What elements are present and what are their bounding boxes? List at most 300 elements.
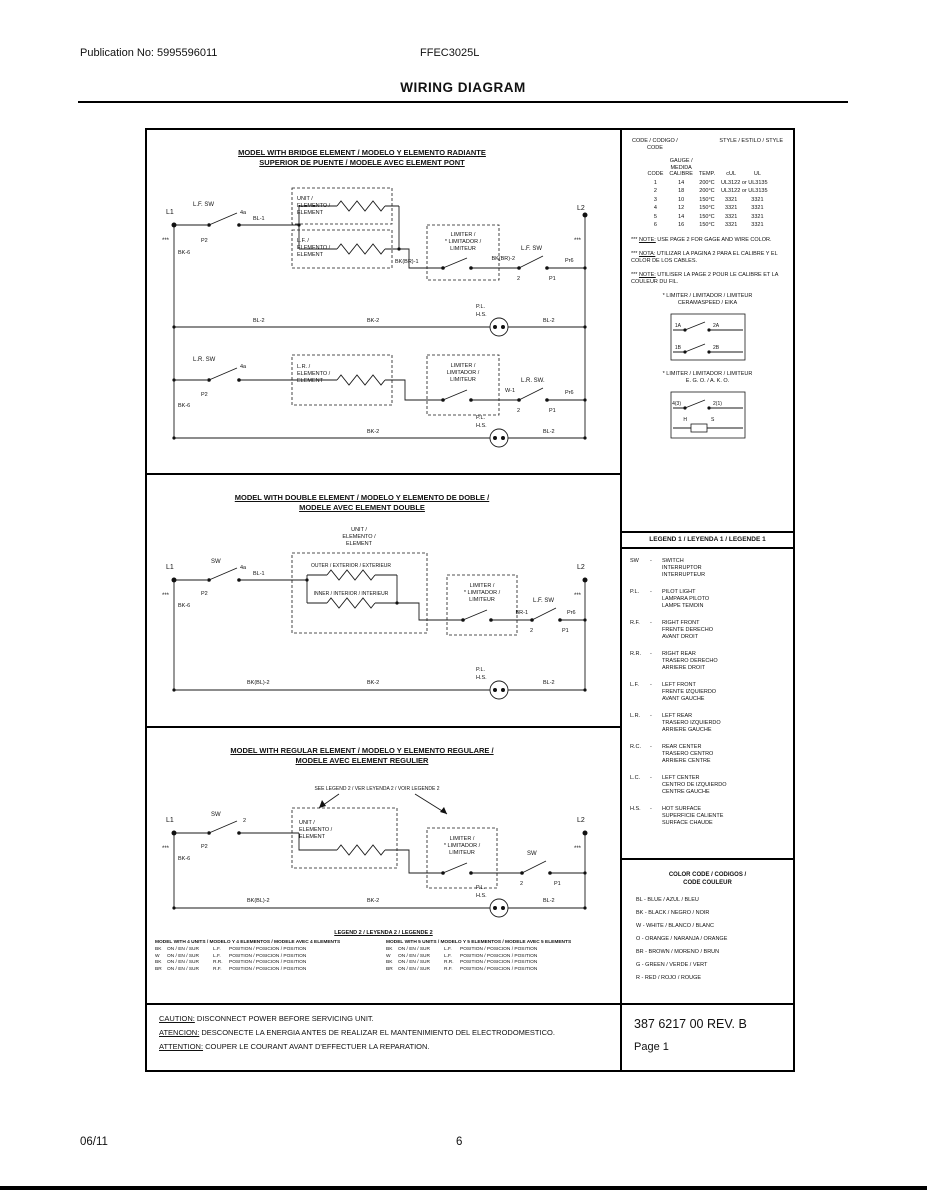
diagram-label: *** [162,593,170,599]
diagram-label: *** [162,846,170,852]
note-lead: NOTE: [638,271,656,278]
diagram-label: SW [211,812,221,818]
wire-table-cell: 3321 [725,222,738,228]
wires [174,568,585,690]
wire-table-cell: UL3122 or UL3135 [721,188,768,194]
limiter-outline [671,392,745,438]
wire-table-cell: 3321 [725,196,738,203]
diagram-label: ELEMENT [297,252,323,258]
diagram-label: L.F. SW [533,598,555,604]
limiter-wires [673,400,743,428]
diagram-label: UNIT / [351,527,367,533]
notes-list [622,230,793,286]
legend2-cell: BK [386,960,393,965]
diagram-label: ELEMENT [297,210,323,216]
legend1-abbr: R.F. [630,620,640,626]
legend2-cell: BR [386,966,393,972]
diagram-label: P2 [201,238,208,244]
diagram-label: ELEMENTO / [299,827,333,833]
legend1-line: HOT SURFACE [662,806,702,812]
panel-double-element [147,475,620,728]
wire-table-cell: 200°C [699,179,715,186]
diagram-label: BK-6 [178,856,191,862]
wire-table-cell: 18 [678,188,685,194]
diagram-label: LIMITADOR / [446,370,480,376]
legend2-block [147,930,620,973]
legend1-line: ARRIERE CENTRE [662,758,711,764]
legend1-lines [662,682,716,703]
diagram-label: BK-2 [367,429,380,435]
legend2-cell: BR [155,966,162,972]
diagram-label: H.S. [476,312,487,318]
note [631,272,784,286]
pilot-light-dots [493,688,505,692]
legend1-lines [662,806,723,827]
color-code-title: CODE COULEUR [683,880,732,886]
diagram-label: P1 [562,628,569,634]
caution-text: DISCONNECT POWER BEFORE SERVICING UNIT. [194,1014,374,1023]
legend2-cell: L.F. [213,953,221,959]
diagram-label: Pr6 [565,258,574,264]
part-number: 387 6217 00 REV. B [634,1017,747,1031]
panel-regular-element [147,728,620,1005]
legend1-line: INTERRUPTOR [662,565,702,571]
legend1-line: LEFT CENTER [662,775,700,781]
diagram-label: 2(1) [712,400,722,407]
diagram-label: LIMITER / [450,232,476,238]
wire-table-cell: 2 [653,188,657,194]
legend2-cell: L.F. [444,947,452,952]
wire-table-cell: 3321 [751,222,764,228]
title-rule [78,101,848,103]
wire-table-row [644,213,770,222]
color-code-item: R - RED / ROJO / ROUGE [636,975,702,981]
diagram-label: L.F. SW [521,246,543,252]
legend1-line: SWITCH [662,558,684,564]
legend2-cell: R.F. [213,966,222,972]
diagram-label: BL-1 [253,571,265,577]
diagram-label: BK-6 [178,250,191,256]
legend1-line: SUPERFICIE CALIENTE [662,813,724,819]
diagram-label: INNER / INTERIOR / INTERIEUR [313,591,389,597]
legend2-cell: POSITION / POSICION / POSITION [229,960,307,965]
legend1-line: RIGHT REAR [662,651,696,657]
diagram-label: *** [574,846,582,852]
wire-table-cell: 5 [653,213,657,220]
wire-table-row [644,221,770,230]
diagram-label: LIMITER / [469,583,495,589]
diagram-label: 1B [674,344,681,351]
legend1-dash: - [650,651,652,657]
note-text: UTILIZAR LA PAGINA 2 PARA EL CALIBRE Y EL COLOR DE LOS CABLES. [631,250,778,264]
legend2-cell: ON / EN / SUR [398,966,430,972]
limiter-title: * LIMITER / LIMITADOR / LIMITEUR [662,292,753,299]
diagram-label: P2 [201,844,208,850]
wire-table-cell: 200°C [699,188,715,194]
legend1-line: PILOT LIGHT [662,589,696,595]
legend1-line: ARRIERE DROIT [662,665,706,671]
legend1-line: AVANT GAUCHE [662,696,705,702]
diagram-label: BK-6 [178,603,191,609]
limiter-ego-diagram [653,388,763,442]
legend2-right-header: MODEL WITH 5 UNITS / MODELO Y 5 ELEMENTOS / MODELE AVEC 5 ELEMENTS [386,940,572,945]
diagram-label: L.F. / [297,238,309,244]
wire-table-cell: 150°C [699,213,715,220]
caution-lead: CAUTION: [159,1014,195,1023]
wire-table-header: TEMP. [698,171,716,177]
legend1-dash: - [650,682,652,688]
diagram-label: ELEMENTO / [297,245,331,251]
wire-labels [162,527,585,686]
wire-table-row [644,187,770,196]
legend1-dash: - [650,589,652,595]
legend2-cell: POSITION / POSICION / POSITION [460,953,538,959]
legend2-cell: POSITION / POSICION / POSITION [460,960,538,965]
diagram-label: BK(BR)-1 [395,259,419,265]
diagram-label: UNIT / [297,196,313,202]
wire-table-cell: 14 [678,179,685,186]
wire-table-header: cUL [726,171,737,177]
legend1-abbr: R.C. [630,744,641,750]
limiter-dots [683,328,710,353]
legend1-line: LEFT REAR [662,713,693,719]
diagram-label: BL-2 [543,429,555,435]
legend1-lines [662,589,709,610]
diagram-label: L.R. SW. [521,378,545,384]
diagram-label: 4a [240,364,247,370]
legend2-cell: L.F. [444,953,452,959]
sidebar [620,130,793,1070]
footer-date: 06/11 [80,1136,108,1148]
panel-regular-title [167,746,557,766]
diagram-label: BL-2 [543,318,555,324]
limiter-heater [691,424,707,432]
diagram-label: Pr6 [567,610,576,616]
wire-table-header: CODE [647,171,664,177]
diagram-label: BL-1 [253,216,265,222]
pilot-light-symbols [490,681,508,699]
legend1-line: TRASERO IZQUIERDO [662,720,721,726]
wire-table-cell: 3321 [725,213,738,220]
panel-bridge-title [167,148,557,168]
legend2-cell: ON / EN / SUR [167,966,199,972]
legend1-item [630,589,785,610]
note-lead: NOTE: [638,236,656,243]
legend1-item [630,775,785,796]
pilot-light-symbols [490,318,508,447]
diagram-label: BK-6 [178,403,191,409]
legend1-line: AVANT DROIT [662,634,699,640]
diagram-label: S [710,416,714,423]
wire-table-cell: 150°C [699,196,715,203]
diagram-label: BK-2 [367,318,380,324]
limiter-wires [673,322,743,352]
diagram-label: *** [162,238,170,244]
note [631,237,784,244]
color-code-item: G - GREEN / VERDE / VERT [636,962,708,968]
diagram-label: OUTER / EXTERIOR / EXTERIEUR [310,563,392,569]
legend1-line: CENTRE GAUCHE [662,789,710,795]
diagram-label: LIMITEUR [450,377,476,383]
diagram-label: P.L. [476,885,486,891]
color-code-section [622,860,793,1005]
legend1-line: RIGHT FRONT [662,620,700,626]
diagram-label: P.L. [476,415,486,421]
diagram-label: P2 [201,591,208,597]
legend1-dash: - [650,806,652,812]
color-code-item: W - WHITE / BLANCO / BLANC [636,923,714,929]
diagram-label: P1 [549,276,556,282]
style-header: STYLE / ESTILO / STYLE [719,138,783,144]
color-code-item: BK - BLACK / NEGRO / NOIR [636,910,710,916]
legend2-cell: W [386,953,391,959]
bridge-circuit-diagram [147,130,620,475]
legend2-row [386,967,612,974]
legend1-line: CENTRO DE IZQUIERDO [662,782,727,788]
diagram-label: SW [527,851,537,857]
diagram-label: 2B [712,344,719,351]
panel-title-line: MODEL WITH REGULAR ELEMENT / MODELO Y ELEMENTO REGULARE / [230,746,494,755]
legend1-abbr: L.F. [630,682,639,688]
wire-table-cell: 150°C [699,205,715,211]
diagram-label: LIMITEUR [469,597,495,603]
note-text: UTILISER LA PAGE 2 POUR LE CALIBRE ET LA COULEUR DU FIL. [631,271,779,285]
legend1-item [630,651,785,672]
page-label: Page 1 [634,1041,669,1053]
legend1-item [630,806,785,827]
legend2-right-rows [386,947,612,973]
wire-table-row [644,179,770,188]
diagram-label: BL-2 [253,318,265,324]
legend2-row [155,967,381,974]
diagram-label: LIMITEUR [450,246,476,252]
legend2-cell: R.R. [213,960,223,965]
panel-title-line: SUPERIOR DE PUENTE / MODELE AVEC ELEMENT PONT [259,158,465,167]
caution-lead: ATENCION: [159,1028,200,1037]
wire-table-cell: 150°C [699,222,715,228]
code-header [632,138,678,152]
page-title: WIRING DIAGRAM [400,80,526,95]
diagram-label: BL-2 [543,898,555,904]
diagram-frame [145,128,795,1072]
code-style-header [622,130,793,155]
diagram-label: H.S. [476,423,487,429]
wire-table-cell: 3321 [751,213,764,220]
legend2-cell: POSITION / POSICION / POSITION [460,947,538,952]
legend1-list [622,549,793,860]
legend2-cell: POSITION / POSICION / POSITION [229,953,307,959]
diagram-label: 4a [240,565,247,571]
diagram-label: 2 [530,628,534,634]
legend1-item [630,713,785,734]
legend2-cell: ON / EN / SUR [167,960,199,965]
legend1-lines [662,558,705,579]
legend1-line: TRASERO DERECHO [662,658,718,664]
legend1-lines [662,744,713,765]
legend1-dash: - [650,620,652,626]
diagram-label: LIMITEUR [449,850,475,856]
caution-block [147,1005,620,1070]
legend2-cell: POSITION / POSICION / POSITION [460,966,538,972]
caution-lead: ATTENTION: [159,1042,204,1051]
diagram-label: P.L. [476,304,486,310]
wire-table-row [644,204,770,213]
diagram-label: ELEMENTO / [297,371,331,377]
diagram-label: L.F. SW [193,202,215,208]
wire-table-cell: UL3122 or UL3135 [721,179,768,186]
limiter-ceramaspeed-block [622,293,793,364]
note-lead: NOTA: [638,250,656,257]
diagram-label: L2 [577,205,585,212]
caution-line [159,1014,608,1023]
diagram-label: 2 [517,408,521,414]
diagram-label: SW [211,559,221,565]
footer-page-number: 6 [456,1136,463,1148]
panel-title-line: MODELE AVEC ELEMENT DOUBLE [299,503,425,512]
legend2-left-rows [155,947,381,973]
pilot-light-symbols [490,899,508,917]
legend1-line: REAR CENTER [662,744,702,750]
diagram-label: ELEMENT [297,378,323,384]
note-text: USE PAGE 2 FOR GAGE AND WIRE COLOR. [655,236,772,243]
wire-table-header: GAUGE / MEDIDA CALIBRE [669,158,693,177]
diagram-label: L2 [577,817,585,824]
legend1-item [630,620,785,641]
legend1-abbr: H.S. [630,806,641,812]
wire-table-cell: 4 [653,205,657,211]
legend1-dash: - [650,558,652,564]
diagram-label: 4(3) [671,400,681,407]
diagram-label: BK(BL)-2 [247,680,270,686]
limiter-ceramaspeed-diagram [653,310,763,364]
diagram-label: H.S. [476,675,487,681]
legend1-line: FRENTE DERECHO [662,627,714,633]
scan-edge-line [0,1186,927,1190]
legend1-dash: - [650,713,652,719]
legend1-abbr: P.L. [630,589,640,595]
wire-table-cell: 1 [653,179,657,186]
diagram-label: SEE LEGEND 2 / VER LEYENDA 2 / VOIR LEGENDE 2 [314,786,440,792]
color-code-item: O - ORANGE / NARANJA / ORANGE [636,936,728,942]
wire-table-cell: 14 [678,213,685,220]
color-code-item: BL - BLUE / AZUL / BLEU [636,897,699,903]
legend1-abbr: R.R. [630,651,641,657]
diagram-label: BK(BL)-2 [247,898,270,904]
diagram-label: LIMITER / [450,363,476,369]
diagram-label: BK(BR)-2 [491,256,515,262]
publication-number: Publication No: 5995596011 [80,47,218,59]
note-prefix: *** [631,250,639,257]
diagram-label: L2 [577,564,585,571]
color-code-title: COLOR CODE / CODIGOS / [668,872,747,878]
legend2-left-column [155,940,381,973]
diagram-label: P2 [201,392,208,398]
terminal-dots [172,831,588,910]
limiter-subtitle: CERAMASPEED / EIKA [677,299,738,306]
wire-table-cell: 6 [653,222,657,228]
diagram-label: L1 [166,209,174,216]
diagram-label: BK-2 [367,898,380,904]
wire-table-cell: 3321 [725,205,738,211]
diagram-label: P.L. [476,667,486,673]
diagram-label: * LIMITADOR / [444,239,482,245]
color-code-list [622,894,793,985]
limiter-ego-block [622,371,793,442]
wires [174,201,585,438]
legend2-cell: POSITION / POSICION / POSITION [229,947,307,952]
diagram-label: ELEMENTO / [297,203,331,209]
diagram-label: 2 [243,818,247,824]
diagram-label: W-1 [505,388,515,394]
legend2-cell: BK [155,947,162,952]
legend1-abbr: SW [630,558,639,564]
wire-table-cell: 3321 [751,196,764,203]
wire-table-row [644,196,770,205]
legend1-line: FRENTE IZQUIERDO [662,689,717,695]
diagram-label: UNIT / [299,820,315,826]
limiter-title: * LIMITER / LIMITADOR / LIMITEUR [662,370,753,377]
diagram-label: P1 [554,881,561,887]
part-number-section [622,1005,793,1070]
diagram-label: 2 [520,881,524,887]
wire-code-section [622,130,793,533]
wire-table-header: UL [753,171,761,177]
diagram-label: 1A [674,322,681,329]
panel-double-title [167,493,557,513]
diagram-label: BL-2 [543,680,555,686]
legend1-dash: - [650,775,652,781]
caution-line [159,1042,608,1051]
wire-table-cell: 10 [678,196,685,203]
legend2-cell: R.R. [444,960,454,965]
legend1-lines [662,620,713,641]
diagram-label: 4a [240,210,247,216]
wire-table-cell: 3321 [751,205,764,211]
legend2-cell: ON / EN / SUR [167,953,199,959]
code-header-line: CODE [646,145,663,151]
legend1-line: LAMPE TEMOIN [662,603,704,609]
diagram-label: H.S. [476,893,487,899]
legend2-cell: R.F. [444,966,453,972]
legend1-lines [662,775,726,796]
panel-title-line: MODELE AVEC ELEMENT REGULIER [295,756,429,765]
legend1-item [630,744,785,765]
legend2-cell: BK [155,960,162,965]
panel-bridge-element [147,130,620,475]
legend1-line: TRASERO CENTRO [662,751,714,757]
legend2-cell: BK [386,947,393,952]
legend2-cell: ON / EN / SUR [398,953,430,959]
diagram-label: H [682,416,687,423]
legend2-cell: ON / EN / SUR [167,947,199,952]
legend2-cell: L.F. [213,947,221,952]
diagram-label: * LIMITADOR / [463,590,501,596]
diagram-label: Pr6 [565,390,574,396]
legend1-header: LEGEND 1 / LEYENDA 1 / LEGENDE 1 [622,533,793,549]
caution-text: DESCONECTE LA ENERGIA ANTES DE REALIZAR EL MANTENIMIENTO DEL ELECTRODOMESTICO. [199,1028,555,1037]
limiter-terminal-labels [672,401,722,423]
wire-table-cell: 16 [678,222,685,228]
legend1-lines [662,651,718,672]
wire-table-cell: 12 [678,205,685,211]
legend1-item [630,558,785,579]
diagram-label: LIMITER / [449,836,475,842]
caution-text: COUPER LE COURANT AVANT D'EFFECTUER LA REPARATION. [203,1042,430,1051]
diagram-label: 2A [712,322,719,329]
wire-table-cell: 3 [653,196,657,203]
pilot-light-dots [493,325,505,440]
wire-table-header-row [644,157,770,179]
